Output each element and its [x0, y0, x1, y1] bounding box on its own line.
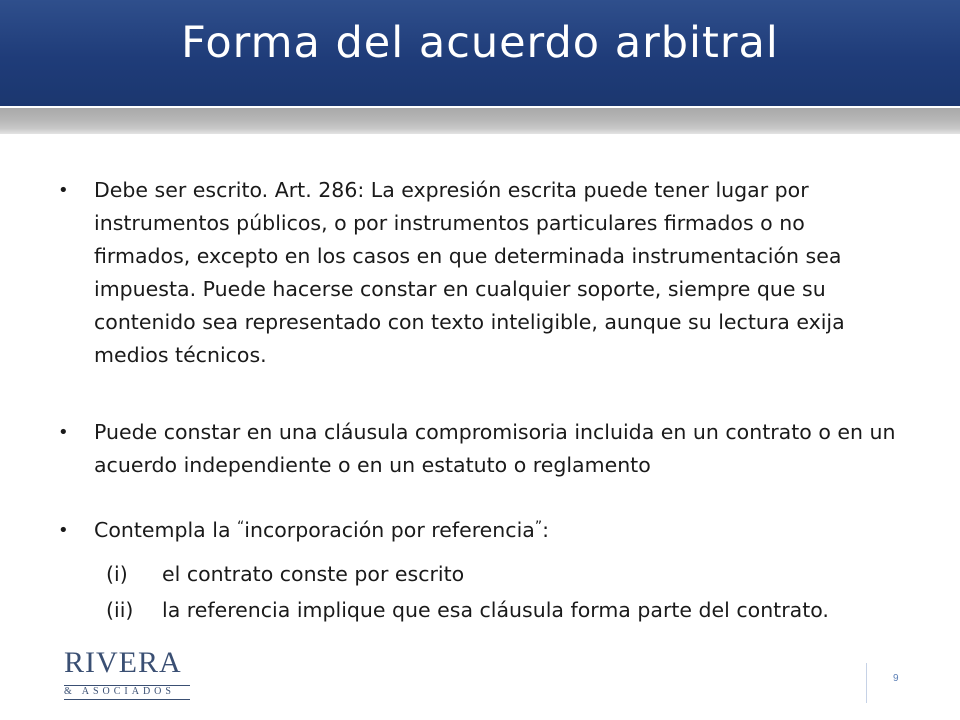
bullet-icon: •: [58, 180, 69, 201]
bullet-text: Puede constar en una cláusula compromisoria incluida en un contrato o en un acuerdo independiente o en un estatuto o reglamento: [94, 420, 896, 477]
quoted-term: incorporación por referencia: [244, 518, 535, 542]
sub-item: [58, 558, 898, 594]
footer-rule: [866, 663, 867, 703]
close-quote: ”: [534, 519, 543, 535]
sub-item-text: el contrato conste por escrito: [162, 562, 465, 586]
bullet-text-lead: Contempla la: [94, 518, 238, 542]
bullet-text-tail: :: [542, 518, 550, 542]
slide-title: Forma del acuerdo arbitral: [181, 18, 779, 68]
bullet-text: [94, 518, 549, 542]
sub-item-number: (i): [106, 562, 128, 586]
bullet-item: [58, 174, 898, 372]
logo-tagline: & ASOCIADOS: [64, 686, 175, 697]
logo-underline: [64, 699, 190, 700]
bullet-icon: •: [58, 520, 69, 541]
header-shadow-band: [0, 108, 960, 134]
logo-name: RIVERA: [64, 646, 182, 679]
bullet-item: [58, 514, 898, 550]
bullet-icon: •: [58, 422, 69, 443]
open-quote: “: [237, 519, 245, 535]
sub-item-number: (ii): [106, 598, 134, 622]
page-number: 9: [893, 673, 899, 684]
title-banner: [0, 0, 960, 106]
sub-item-text: la referencia implique que esa cláusula forma parte del contrato.: [162, 598, 829, 622]
slide-body: [58, 174, 898, 630]
bullet-item: [58, 416, 898, 482]
sub-item: [58, 594, 898, 630]
company-logo: [64, 646, 194, 698]
bullet-text: Debe ser escrito. Art. 286: La expresión escrita puede tener lugar por instrumentos públicos, o por instrumentos particulares firmados o no firmados, excepto en los casos en que determinada instrumentación sea impuesta. Puede hacerse constar en cualquier soporte, siempre que su contenido sea representado con texto inteligible, aunque su lectura exija medios técnicos.: [94, 178, 845, 367]
